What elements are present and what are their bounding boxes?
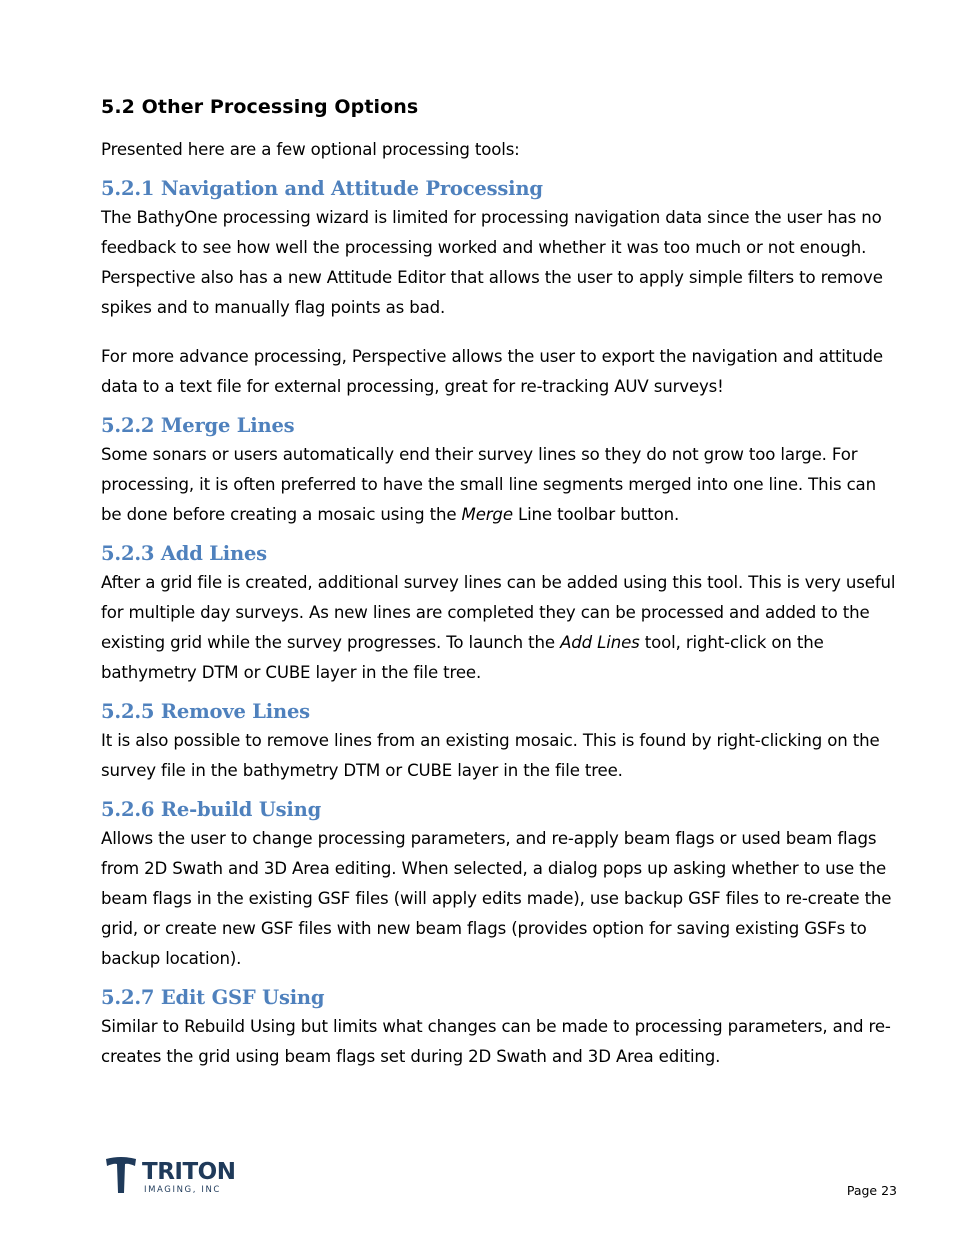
paragraph: For more advance processing, Perspective allows the user to export the navigation and attitude data to a text file for external processing, great for re-tracking AUV surveys!: [101, 347, 883, 396]
merge-term: Merge: [461, 505, 513, 524]
subsection-edit-gsf-using: [101, 984, 901, 1072]
section-title: 5.2 Other Processing Options: [101, 96, 419, 118]
triton-logo: [104, 1155, 234, 1197]
paragraph-text: After a grid file is created, additional survey lines can be added using this tool. This is very useful for multiple day surveys. As new lines are completed they can be processed and added to the existing grid while the survey progresses. To launch the: [101, 573, 896, 652]
subsection-rebuild-using: [101, 796, 901, 974]
paragraph: Allows the user to change processing parameters, and re-apply beam flags or used beam flags from 2D Swath and 3D Area editing. When selected, a dialog pops up asking whether to use the beam flags in the existing GSF files (will apply edits made), use backup GSF files to re-create the grid, or create new GSF files with new beam flags (provides option for saving existing GSFs to backup location).: [101, 829, 892, 968]
triton-trident-icon: [104, 1155, 138, 1195]
page-content: [101, 96, 901, 1082]
paragraph-text: Some sonars or users automatically end their survey lines so they do not grow too large. For processing, it is often preferred to have the small line segments merged into one line. This can be done before creating a mosaic using the: [101, 445, 876, 524]
paragraph: The BathyOne processing wizard is limited for processing navigation data since the user has no feedback to see how well the processing worked and whether it was too much or not enough. Perspective also has a new Attitude Editor that allows the user to apply simple filters to remove spikes and to manually flag points as bad.: [101, 208, 883, 317]
paragraph-text: Line toolbar button.: [512, 505, 680, 524]
paragraph: [101, 568, 901, 688]
paragraph: Similar to Rebuild Using but limits what changes can be made to processing parameters, and re-creates the grid using beam flags set during 2D Swath and 3D Area editing.: [101, 1017, 891, 1066]
paragraph: [101, 440, 901, 530]
logo-name: TRITON: [142, 1159, 236, 1185]
subsection-remove-lines: [101, 698, 901, 786]
subsection-heading: 5.2.6 Re-build Using: [101, 798, 322, 821]
subsection-add-lines: [101, 540, 901, 688]
subsection-heading: 5.2.3 Add Lines: [101, 542, 267, 565]
logo-subtitle: IMAGING, INC: [144, 1185, 221, 1195]
subsection-heading: 5.2.7 Edit GSF Using: [101, 986, 325, 1009]
subsection-heading: 5.2.1 Navigation and Attitude Processing: [101, 177, 543, 200]
subsection-merge-lines: [101, 412, 901, 530]
add-lines-term: Add Lines: [560, 633, 640, 652]
subsection-heading: 5.2.5 Remove Lines: [101, 700, 310, 723]
subsection-navigation-attitude: [101, 175, 901, 402]
paragraph-text: tool, right-click on the bathymetry DTM or CUBE layer in the file tree.: [101, 633, 824, 682]
section-intro: Presented here are a few optional processing tools:: [101, 140, 520, 159]
page-number: Page 23: [846, 1183, 897, 1198]
paragraph: It is also possible to remove lines from an existing mosaic. This is found by right-clicking on the survey file in the bathymetry DTM or CUBE layer in the file tree.: [101, 731, 880, 780]
subsection-heading: 5.2.2 Merge Lines: [101, 414, 295, 437]
